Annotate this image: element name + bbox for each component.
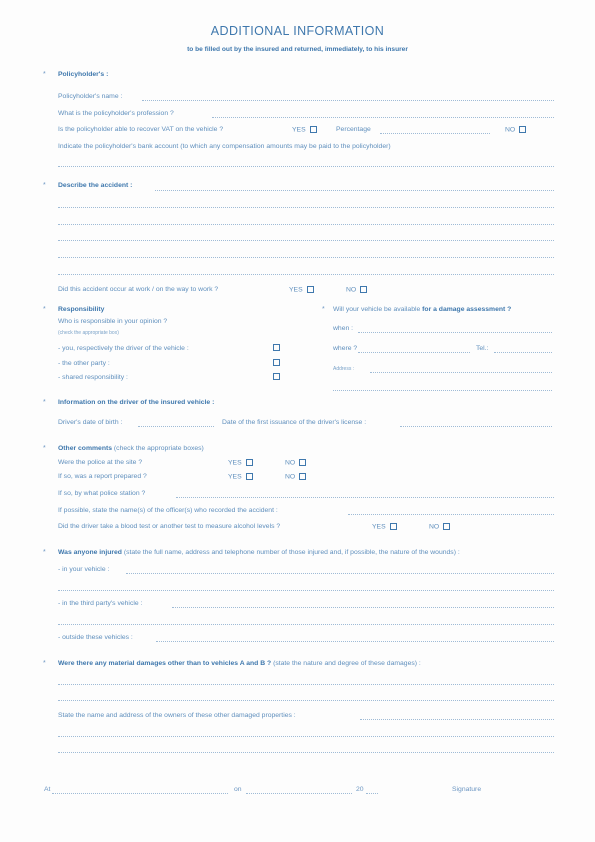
work-no bbox=[346, 286, 367, 293]
blood-label: Did the driver take a blood test or another test to measure alcohol levels ? bbox=[58, 523, 281, 530]
police-no bbox=[285, 459, 306, 466]
assessment-question bbox=[333, 306, 511, 313]
assessment-address-label: Address : bbox=[333, 366, 355, 372]
injured-heading-plain: (state the full name, address and telephone number of those injured and, if possible, the nature of the wounds) : bbox=[123, 549, 460, 556]
material-field[interactable] bbox=[58, 684, 554, 685]
injured-outside-label: - outside these vehicles : bbox=[58, 634, 133, 641]
comments-heading-plain: (check the appropriate boxes) bbox=[113, 445, 204, 452]
bullet-star: * bbox=[43, 399, 46, 406]
bank-field[interactable] bbox=[58, 166, 554, 167]
work-no-label: NO bbox=[346, 286, 357, 294]
blood-no-checkbox[interactable] bbox=[443, 523, 450, 530]
injured-heading bbox=[58, 549, 460, 556]
material-heading bbox=[58, 660, 421, 667]
responsibility-option-other: - the other party : bbox=[58, 360, 110, 367]
bullet-star: * bbox=[43, 549, 46, 556]
work-no-checkbox[interactable] bbox=[360, 286, 367, 293]
blood-yes-checkbox[interactable] bbox=[390, 523, 397, 530]
assessment-when-field[interactable] bbox=[358, 332, 552, 333]
police-no-checkbox[interactable] bbox=[299, 459, 306, 466]
vat-yes bbox=[292, 126, 317, 133]
police-yes bbox=[228, 459, 253, 466]
accident-line[interactable] bbox=[58, 207, 554, 208]
accident-line[interactable] bbox=[58, 224, 554, 225]
station-field[interactable] bbox=[176, 497, 554, 498]
comments-heading-bold: Other comments bbox=[58, 445, 113, 452]
responsibility-heading: Responsibility bbox=[58, 306, 105, 313]
officer-field[interactable] bbox=[348, 514, 554, 515]
accident-line[interactable] bbox=[155, 190, 554, 191]
date-field[interactable] bbox=[246, 793, 352, 794]
owners-label: State the name and address of the owners of these other damaged properties : bbox=[58, 712, 296, 719]
injured-heading-bold: Was anyone injured bbox=[58, 549, 122, 556]
injured-third-party-field-2[interactable] bbox=[58, 624, 554, 625]
responsibility-option-you: - you, respectively the driver of the vehicle : bbox=[58, 345, 189, 352]
assessment-tel-field[interactable] bbox=[494, 352, 552, 353]
work-label: Did this accident occur at work / on the way to work ? bbox=[58, 286, 219, 293]
blood-no-label: NO bbox=[429, 523, 440, 531]
comments-heading bbox=[58, 445, 204, 452]
blood-yes bbox=[372, 523, 397, 530]
injured-third-party-label: - in the third party's vehicle : bbox=[58, 600, 143, 607]
owners-field[interactable] bbox=[360, 719, 554, 720]
assessment-tel-label: Tel.: bbox=[476, 345, 489, 352]
on-label: on bbox=[234, 786, 242, 793]
policyholder-name-label: Policyholder's name : bbox=[58, 93, 123, 100]
place-field[interactable] bbox=[52, 793, 228, 794]
report-label: If so, was a report prepared ? bbox=[58, 473, 147, 480]
responsibility-other-checkbox[interactable] bbox=[273, 359, 280, 366]
driver-dob-field[interactable] bbox=[138, 426, 214, 427]
material-heading-bold: Were there any material damages other than to vehicles A and B ? bbox=[58, 660, 272, 667]
vat-yes-label: YES bbox=[292, 126, 306, 134]
injured-outside-field[interactable] bbox=[156, 641, 554, 642]
injured-vehicle-field-2[interactable] bbox=[58, 590, 554, 591]
assessment-question-plain: Will your vehicle be available bbox=[333, 306, 421, 313]
accident-line[interactable] bbox=[58, 257, 554, 258]
responsibility-shared-checkbox[interactable] bbox=[273, 373, 280, 380]
work-yes-checkbox[interactable] bbox=[307, 286, 314, 293]
vat-yes-checkbox[interactable] bbox=[310, 126, 317, 133]
blood-no bbox=[429, 523, 450, 530]
bullet-star: * bbox=[43, 306, 46, 313]
accident-line[interactable] bbox=[58, 240, 554, 241]
responsibility-note: (check the appropriate box) bbox=[58, 330, 119, 336]
driver-dob-label: Driver's date of birth : bbox=[58, 419, 123, 426]
policyholder-name-field[interactable] bbox=[142, 100, 554, 101]
report-no-checkbox[interactable] bbox=[299, 473, 306, 480]
driver-license-field[interactable] bbox=[400, 426, 552, 427]
bullet-star: * bbox=[43, 71, 46, 78]
year-field[interactable] bbox=[366, 793, 378, 794]
vat-no-checkbox[interactable] bbox=[519, 126, 526, 133]
vat-no bbox=[505, 126, 526, 133]
bullet-star: * bbox=[43, 182, 46, 189]
bank-label: Indicate the policyholder's bank account (to which any compensation amounts may be paid to the policyholder) bbox=[58, 143, 391, 150]
material-field-2[interactable] bbox=[58, 700, 554, 701]
injured-vehicle-label: - in your vehicle : bbox=[58, 566, 110, 573]
policyholder-heading: Policyholder's : bbox=[58, 71, 109, 78]
driver-heading: Information on the driver of the insured vehicle : bbox=[58, 399, 215, 406]
bullet-star: * bbox=[322, 306, 325, 313]
police-label: Were the police at the site ? bbox=[58, 459, 143, 466]
vat-label: Is the policyholder able to recover VAT on the vehicle ? bbox=[58, 126, 224, 133]
vat-no-label: NO bbox=[505, 126, 516, 134]
assessment-address-field[interactable] bbox=[370, 372, 552, 373]
responsibility-option-shared: - shared responsibility : bbox=[58, 374, 128, 381]
report-yes-label: YES bbox=[228, 473, 242, 481]
signature-label: Signature bbox=[452, 786, 482, 793]
blood-yes-label: YES bbox=[372, 523, 386, 531]
at-label: At bbox=[44, 786, 51, 793]
accident-line[interactable] bbox=[58, 274, 554, 275]
assessment-when-label: when : bbox=[333, 325, 354, 332]
profession-field[interactable] bbox=[212, 117, 554, 118]
assessment-where-field[interactable] bbox=[358, 352, 470, 353]
assessment-question-bold: for a damage assessment ? bbox=[422, 306, 512, 313]
police-yes-checkbox[interactable] bbox=[246, 459, 253, 466]
driver-license-label: Date of the first issuance of the driver's license : bbox=[222, 419, 367, 426]
injured-third-party-field[interactable] bbox=[172, 607, 554, 608]
station-label: If so, by what police station ? bbox=[58, 490, 146, 497]
injured-vehicle-field[interactable] bbox=[126, 573, 554, 574]
police-no-label: NO bbox=[285, 459, 296, 467]
bullet-star: * bbox=[43, 660, 46, 667]
material-heading-plain: (state the nature and degree of these damages) : bbox=[273, 660, 421, 667]
bullet-star: * bbox=[43, 445, 46, 452]
responsibility-question: Who is responsible in your opinion ? bbox=[58, 318, 168, 325]
year-label: 20 bbox=[356, 786, 364, 793]
police-yes-label: YES bbox=[228, 459, 242, 467]
owners-field-2[interactable] bbox=[58, 736, 554, 737]
page-subtitle: to be filled out by the insured and returned, immediately, to his insurer bbox=[187, 46, 408, 53]
accident-heading: Describe the accident : bbox=[58, 182, 133, 189]
work-yes-label: YES bbox=[289, 286, 303, 294]
report-no-label: NO bbox=[285, 473, 296, 481]
owners-field-3[interactable] bbox=[58, 752, 554, 753]
percentage-label: Percentage bbox=[336, 126, 371, 133]
assessment-address-field-2[interactable] bbox=[333, 390, 552, 391]
page-title: ADDITIONAL INFORMATION bbox=[210, 24, 385, 38]
profession-label: What is the policyholder's profession ? bbox=[58, 110, 174, 117]
assessment-where-label: where ? bbox=[333, 345, 358, 352]
work-yes bbox=[289, 286, 314, 293]
percentage-field[interactable] bbox=[380, 133, 490, 134]
report-yes bbox=[228, 473, 253, 480]
report-yes-checkbox[interactable] bbox=[246, 473, 253, 480]
responsibility-you-checkbox[interactable] bbox=[273, 344, 280, 351]
report-no bbox=[285, 473, 306, 480]
officer-label: If possible, state the name(s) of the officer(s) who recorded the accident : bbox=[58, 507, 278, 514]
